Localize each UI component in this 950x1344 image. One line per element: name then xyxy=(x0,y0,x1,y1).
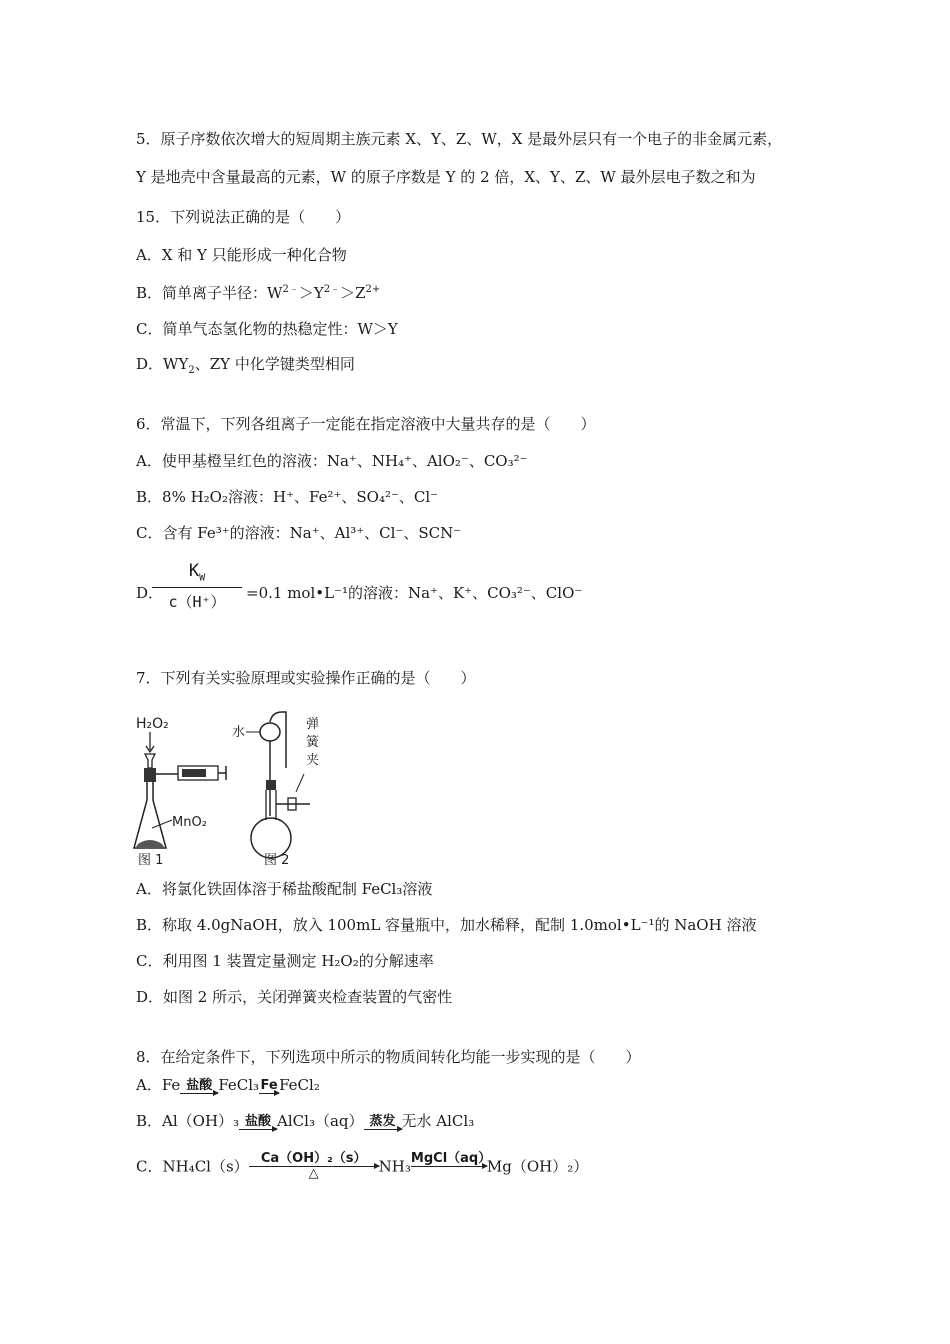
q8-a-text3: FeCl₂ xyxy=(279,1076,320,1094)
q8-b-text2: AlCl₃（aq） xyxy=(277,1112,364,1130)
q5-b-text: B．简单离子半径：W xyxy=(136,284,283,302)
q5-stem-line1: 5．原子序数依次增大的短周期主族元素 X、Y、Z、W，X 是最外层只有一个电子的非金属元素， xyxy=(136,130,783,148)
q8-c-arrow2-spacer xyxy=(411,1167,487,1181)
q6-d-fraction xyxy=(152,561,242,612)
q8-a-arrow2-shaft xyxy=(259,1093,279,1094)
q5-stem-line2: Y 是地壳中含量最高的元素，W 的原子序数是 Y 的 2 倍，X、Y、Z、W 最外层电子数之和为 xyxy=(136,168,756,186)
q5-b-sup3: 2+ xyxy=(365,284,381,295)
q5-option-d xyxy=(136,354,355,374)
q8-b-arrow1-shaft xyxy=(239,1129,277,1130)
fig1-conical-flask xyxy=(134,782,166,848)
fig2-water-label: 水 xyxy=(232,725,246,740)
q8-c-text1: C．NH₄Cl（s） xyxy=(136,1157,249,1176)
q6-option-c: C．含有 Fe³⁺的溶液：Na⁺、Al³⁺、Cl⁻、SCN⁻ xyxy=(136,524,462,542)
fig1-h2o2-label: H₂O₂ xyxy=(136,716,169,732)
q6-option-b: B．8% H₂O₂溶液：H⁺、Fe²⁺、SO₄²⁻、Cl⁻ xyxy=(136,488,439,506)
q6-d-numerator xyxy=(152,561,242,585)
q8-c-arrow1-shaft xyxy=(249,1166,379,1167)
q8-a-arrow1-label: 盐酸 xyxy=(186,1078,213,1093)
fig2-spring-char1: 弹 xyxy=(306,717,320,732)
q8-b-arrow2-shaft xyxy=(364,1129,402,1130)
q6-d-fraction-bar xyxy=(152,587,242,588)
q8-b-text3: 无水 AlCl₃ xyxy=(401,1112,475,1130)
fig1-stopper xyxy=(144,768,156,782)
q6-stem: 6．常温下，下列各组离子一定能在指定溶液中大量共存的是（ ） xyxy=(136,415,596,433)
fig2-round-flask xyxy=(251,818,291,858)
q7-option-c: C．利用图 1 装置定量测定 H₂O₂的分解速率 xyxy=(136,952,434,970)
fig2-caption: 图 2 xyxy=(264,853,290,868)
q6-option-d-label: D． xyxy=(136,584,164,602)
q6-option-d-rest: =0.1 mol•L⁻¹的溶液：Na⁺、K⁺、CO₃²⁻、ClO⁻ xyxy=(246,584,583,602)
q7-stem: 7．下列有关实验原理或实验操作正确的是（ ） xyxy=(136,669,476,687)
q8-option-b xyxy=(136,1112,474,1130)
q8-c-text3: Mg（OH）₂） xyxy=(486,1157,589,1176)
fig2-spring-char3: 夹 xyxy=(306,753,320,768)
q8-a-arrow2-label: Fe xyxy=(260,1078,278,1093)
q8-option-c xyxy=(136,1152,588,1181)
q8-a-text1: A．Fe xyxy=(136,1076,181,1094)
q8-option-a xyxy=(136,1076,320,1094)
q5-b-sup2: 2﹣ xyxy=(323,284,341,295)
q6-option-a: A．使甲基橙呈红色的溶液：Na⁺、NH₄⁺、AlO₂⁻、CO₃²⁻ xyxy=(136,452,528,470)
fig1-funnel xyxy=(145,754,155,768)
q5-d-text2: 、ZY 中化学键类型相同 xyxy=(194,355,355,373)
q8-a-arrow1 xyxy=(180,1079,218,1094)
q6-d-num-sub: W xyxy=(199,572,206,584)
q8-a-arrow1-shaft xyxy=(180,1093,218,1094)
fig2-flask-neck xyxy=(266,790,276,820)
q8-b-arrow2-label: 蒸发 xyxy=(369,1114,396,1129)
fig2-separatory-funnel xyxy=(260,723,280,741)
q8-c-arrow2-shaft xyxy=(411,1166,487,1167)
q8-c-arrow1-bottom-label: △ xyxy=(308,1166,319,1181)
q8-c-text2: NH₃ xyxy=(378,1157,411,1176)
q8-b-arrow2 xyxy=(364,1115,402,1130)
q8-b-arrow1 xyxy=(239,1115,277,1130)
q8-b-arrow1-label: 盐酸 xyxy=(245,1114,272,1129)
fig2-clamp-pointer xyxy=(296,774,304,792)
q5-b-mid1: ＞Y xyxy=(298,284,324,302)
q5-b-sup1: 2﹣ xyxy=(282,284,299,295)
q5-option-c: C．简单气态氢化物的热稳定性：W＞Y xyxy=(136,320,398,338)
fig1-caption: 图 1 xyxy=(138,853,164,868)
fig1-syringe-plunger xyxy=(182,769,206,777)
fig1-mno2-pointer xyxy=(152,820,172,828)
q7-option-d: D．如图 2 所示，关闭弹簧夹检查装置的气密性 xyxy=(136,988,453,1006)
q8-a-text2: FeCl₃ xyxy=(218,1076,260,1094)
q5-option-b xyxy=(136,283,380,303)
q8-c-arrow2-label: MgCl（aq） xyxy=(410,1151,492,1166)
q8-c-arrow2 xyxy=(410,1151,492,1181)
q7-apparatus-figure xyxy=(132,708,332,868)
fig1-mno2-solid xyxy=(136,840,164,847)
q6-d-denominator: c（H⁺） xyxy=(168,593,226,611)
q5-option-a: A．X 和 Y 只能形成一种化合物 xyxy=(136,246,347,264)
q7-option-b: B．称取 4.0gNaOH，放入 100mL 容量瓶中，加水稀释，配制 1.0mol•L⁻¹的 NaOH 溶液 xyxy=(136,916,757,934)
q8-c-arrow1 xyxy=(249,1152,379,1181)
q5-b-mid2: ＞Z xyxy=(340,284,366,302)
q5-d-sub: 2 xyxy=(188,365,195,376)
q5-d-text1: D．WY xyxy=(136,355,189,373)
q6-d-num-k: K xyxy=(188,561,200,581)
q8-b-text1: B．Al（OH）₃ xyxy=(136,1112,240,1130)
q8-stem: 8．在给定条件下，下列选项中所示的物质间转化均能一步实现的是（ ） xyxy=(136,1048,641,1066)
q7-option-a: A．将氯化铁固体溶于稀盐酸配制 FeCl₃溶液 xyxy=(136,880,433,898)
q8-c-arrow1-top-label: Ca（OH）₂（s） xyxy=(260,1151,367,1166)
fig2-stopper xyxy=(266,780,276,790)
fig2-spring-char2: 簧 xyxy=(306,735,320,750)
fig1-mno2-label: MnO₂ xyxy=(172,815,207,830)
q5-stem-line3: 15．下列说法正确的是（ ） xyxy=(136,208,351,226)
q8-a-arrow2 xyxy=(259,1079,279,1094)
